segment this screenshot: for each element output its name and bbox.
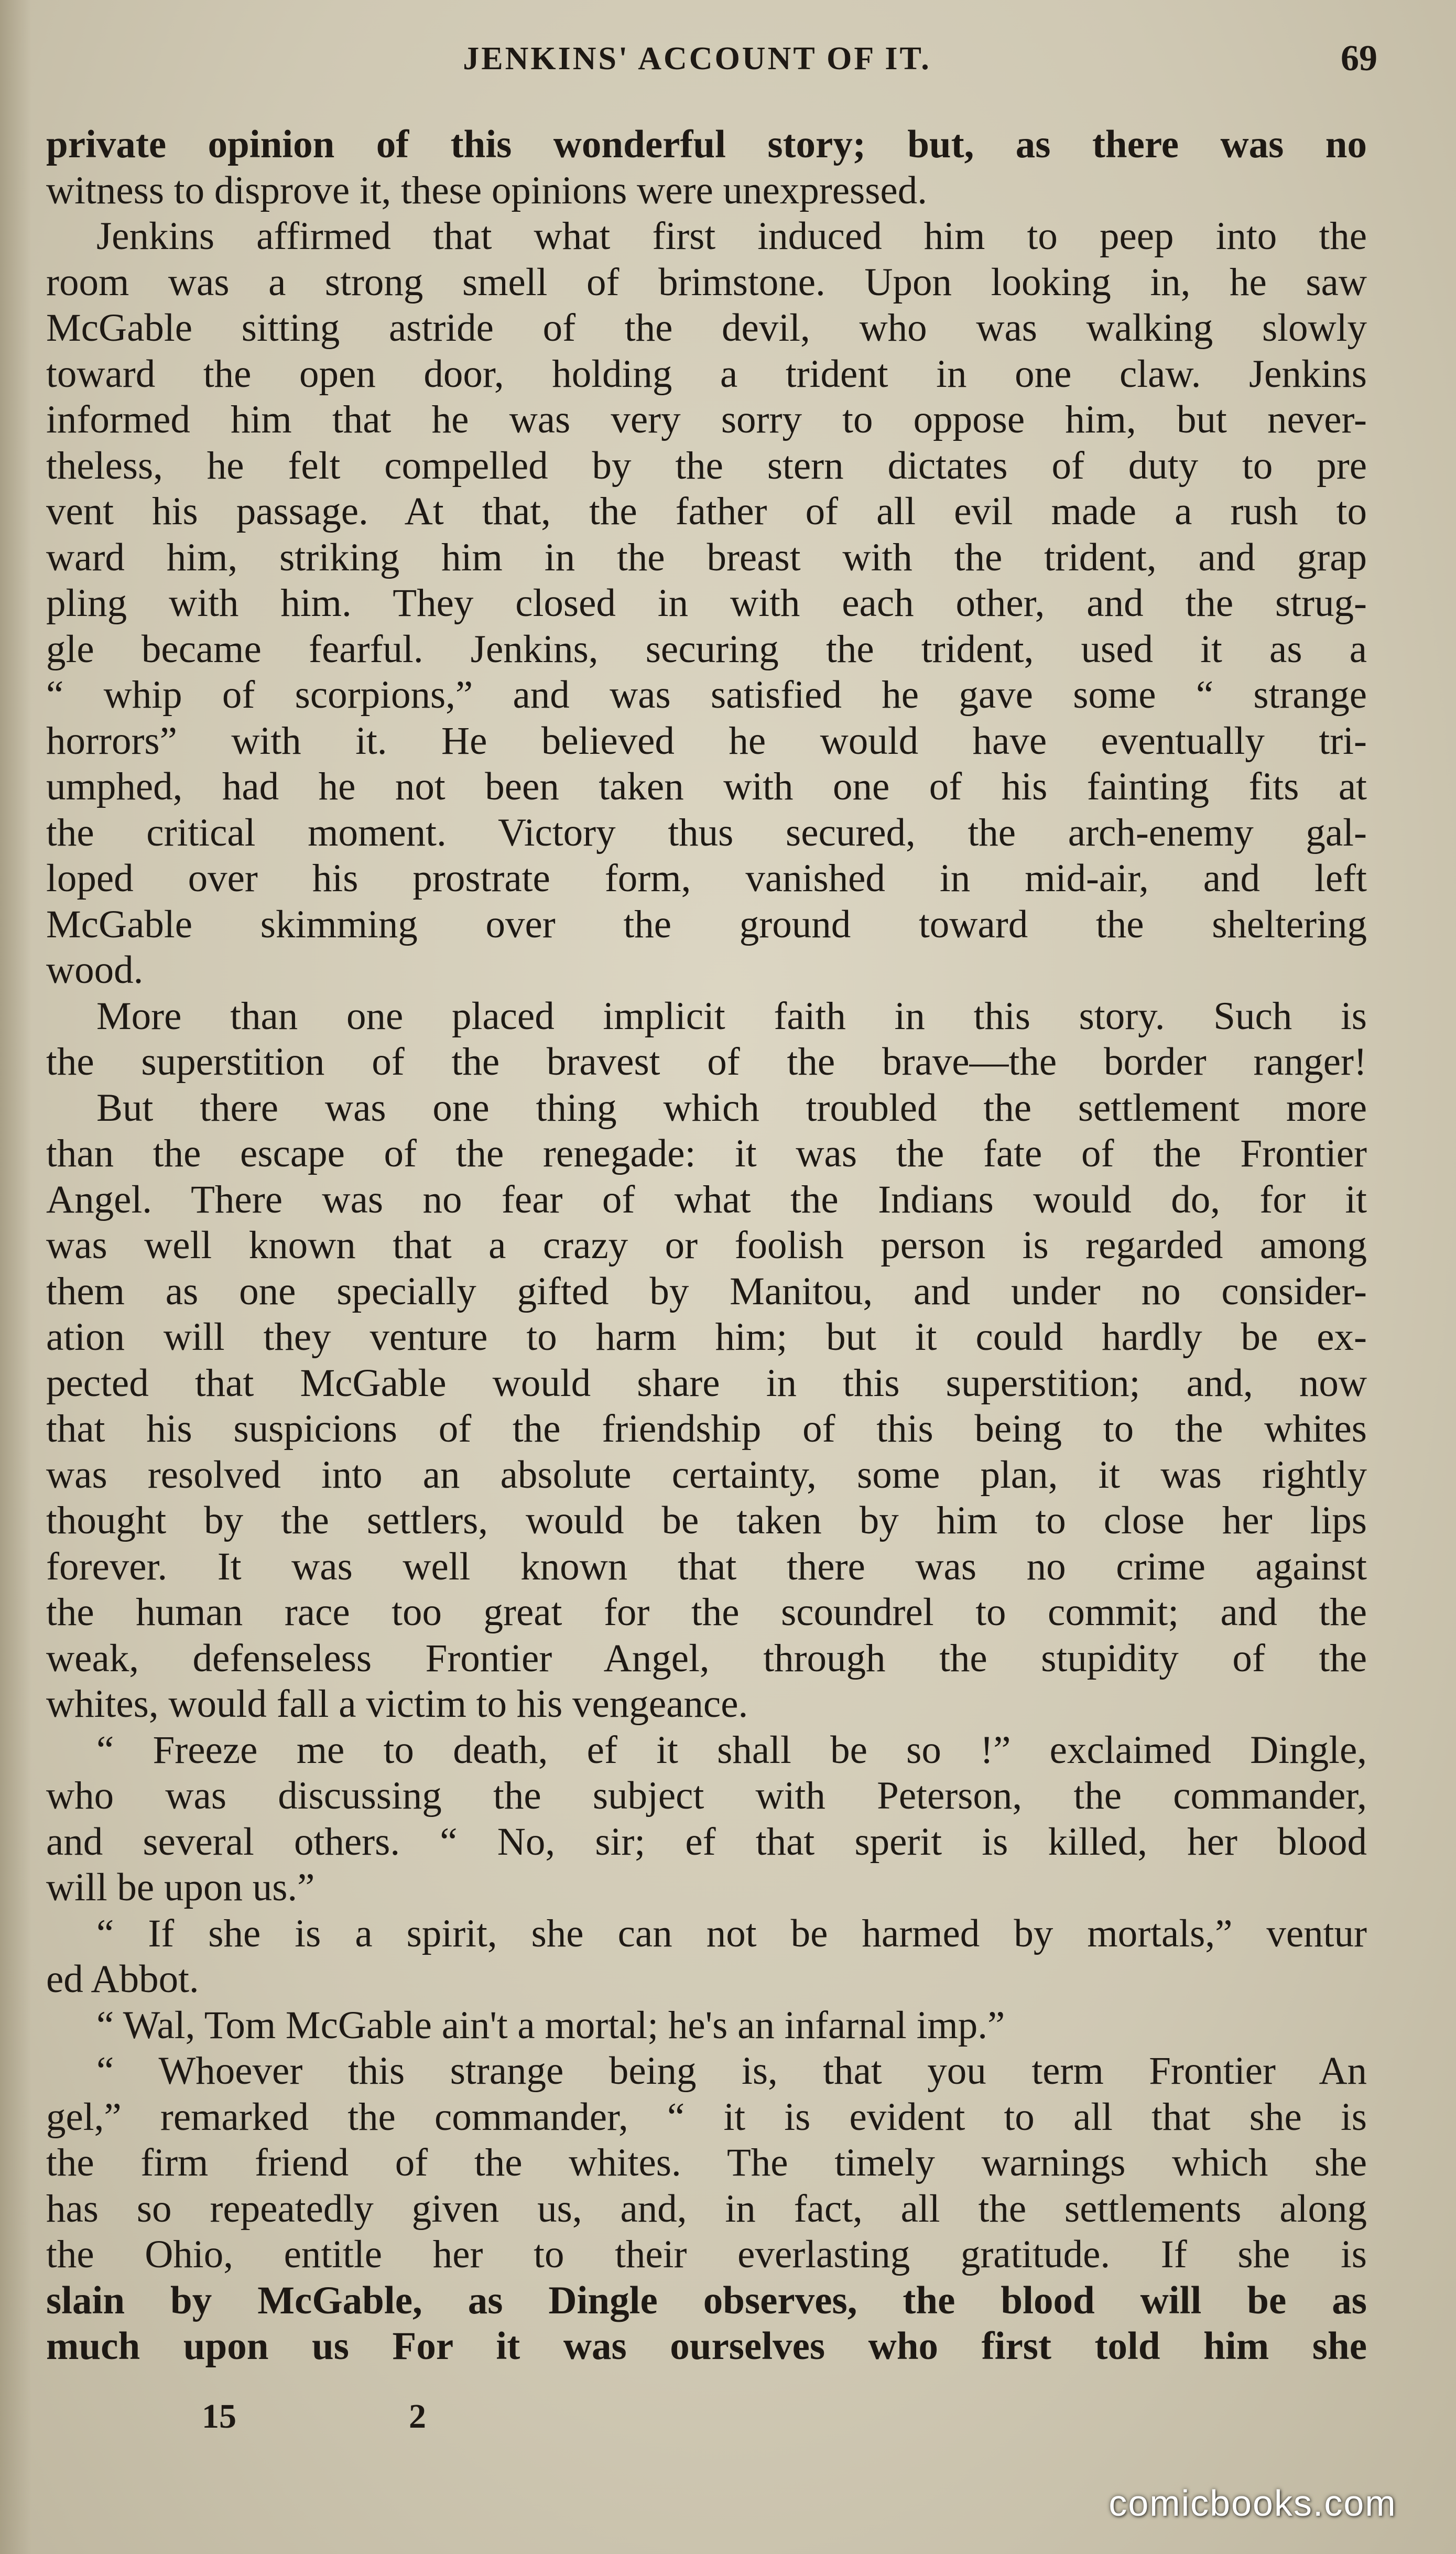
text-line: McGable skimming over the ground toward the sheltering [46,902,1367,946]
text-line: ation will they venture to harm him; but it could hardly be ex- [46,1315,1367,1359]
text-line: ed Abbot. [46,1957,199,2001]
signature-mark-left: 15 [202,2397,236,2436]
text-line: them as one specially gifted by Manitou, and under no consider- [46,1269,1367,1313]
text-line: “ If she is a spirit, she can not be harmed by mortals,” ventur [96,1911,1367,1955]
signature-mark-right: 2 [409,2397,426,2436]
running-head [0,33,1456,85]
text-line: theless, he felt compelled by the stern dictates of duty to pre [46,443,1367,488]
body-text [46,122,1367,2369]
text-line: Angel. There was no fear of what the Indians would do, for it [46,1177,1367,1221]
text-line: slain by McGable, as Dingle observes, the blood will be as [46,2278,1367,2322]
text-line: pected that McGable would share in this superstition; and, now [46,1361,1367,1405]
text-line: pling with him. They closed in with each other, and the strug- [46,581,1367,625]
text-line: will be upon us.” [46,1866,315,1909]
text-line: has so repeatedly given us, and, in fact, all the settlements along [46,2187,1367,2231]
running-head-title: JENKINS' ACCOUNT OF IT. [463,41,931,77]
text-line: But there was one thing which troubled the settlement more [96,1086,1367,1130]
text-line: forever. It was well known that there was no crime against [46,1544,1367,1588]
page-footer [0,2390,1456,2443]
text-line: informed him that he was very sorry to oppose him, but never- [46,398,1367,441]
text-line: “ Wal, Tom McGable ain't a mortal; he's an infarnal imp.” [96,2003,1005,2047]
text-line: who was discussing the subject with Peterson, the commander, [46,1774,1367,1817]
text-line: and several others. “ No, sir; ef that sperit is killed, her blood [46,1820,1367,1864]
text-line: witness to disprove it, these opinions were unexpressed. [46,168,927,212]
text-line: room was a strong smell of brimstone. Upon looking in, he saw [46,260,1367,304]
text-line: was resolved into an absolute certainty, some plan, it was rightly [46,1453,1367,1497]
text-line: the human race too great for the scoundrel to commit; and the [46,1590,1367,1634]
text-line: loped over his prostrate form, vanished in mid-air, and left [46,857,1367,900]
text-line: than the escape of the renegade: it was the fate of the Frontier [46,1132,1367,1175]
text-line: Jenkins affirmed that what first induced him to peep into the [96,214,1367,258]
text-line: whites, would fall a victim to his vengeance. [46,1682,748,1726]
text-line: ward him, striking him in the breast with the trident, and grap [46,535,1367,579]
text-line: private opinion of this wonderful story; but, as there was no [46,123,1367,166]
text-line: umphed, had he not been taken with one of his fainting fits at [46,765,1367,808]
text-line: vent his passage. At that, the father of all evil made a rush to [46,490,1367,533]
text-line: that his suspicions of the friendship of this being to the whites [46,1407,1367,1451]
text-line: horrors” with it. He believed he would have eventually tri- [46,719,1367,763]
text-line: McGable sitting astride of the devil, who was walking slowly [46,306,1367,350]
text-line: the Ohio, entitle her to their everlasting gratitude. If she is [46,2233,1367,2276]
text-line: the critical moment. Victory thus secured, the arch-enemy gal- [46,810,1367,854]
text-line: gle became fearful. Jenkins, securing the trident, used it as a [46,627,1367,671]
watermark: comicbooks.com [1109,2483,1397,2524]
text-line: the superstition of the bravest of the brave—the border ranger! [46,1040,1367,1084]
text-line: thought by the settlers, would be taken by him to close her lips [46,1499,1367,1542]
text-line: much upon us For it was ourselves who first told him she [46,2324,1367,2368]
text-line: was well known that a crazy or foolish person is regarded among [46,1224,1367,1267]
text-line: “ whip of scorpions,” and was satisfied he gave some “ strange [46,673,1367,717]
page-shadow-edge [0,0,31,2554]
text-line: the firm friend of the whites. The timely warnings which she [46,2141,1367,2184]
page-number: 69 [1341,38,1377,79]
text-line: gel,” remarked the commander, “ it is evident to all that she is [46,2095,1367,2139]
text-line: “ Freeze me to death, ef it shall be so !” exclaimed Dingle, [96,1728,1367,1772]
text-line: “ Whoever this strange being is, that you term Frontier An [96,2049,1367,2093]
text-line: More than one placed implicit faith in this story. Such is [96,994,1367,1038]
text-line: weak, defenseless Frontier Angel, through the stupidity of the [46,1636,1367,1680]
text-line: wood. [46,948,144,992]
text-line: toward the open door, holding a trident in one claw. Jenkins [46,352,1367,396]
